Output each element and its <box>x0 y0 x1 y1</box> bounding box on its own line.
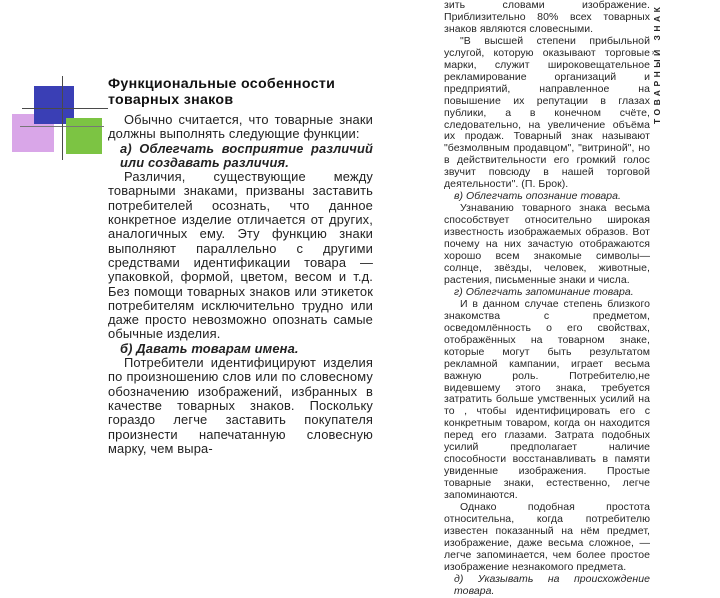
right-subheading: д) Указывать на происхождение товара. <box>454 572 650 597</box>
right-paragraph: И в данном случае степень близкого знакомства с предметом, осведомлённость о его свойствах, отображённых на товарном знаке, которые могут быть результатом рекламной кампании, играет весьма важную роль. Потребителю,не видевшему этого знака, требуется затратить больше умственных усилий на то , чтобы идентифицировать его с конкретным товаром, когда он находится перед его глазами. Затрата подобных усилий предполагает наличие способности восстанавливать в памяти увиденные изображения. Простые товарные знаки, естественно, легче запоминаются. <box>444 297 650 502</box>
right-paragraph: Однако подобная простота относительна, когда потребителю известен показанный на нём предмет, изображение, даже весьма сложное, — легче запоминается, чем более простое изображение незнакомого предмета. <box>444 501 650 573</box>
left-text-column <box>108 76 373 476</box>
decor-vertical-line <box>62 76 63 160</box>
left-subheading: б) Давать товарам имена. <box>120 340 299 356</box>
left-subheading: а) Облегчать восприятие различий или создавать различия. <box>120 140 373 170</box>
right-paragraph: Узнаванию товарного знака весьма способствует относительно широкая известность изображаемых образов. Вот почему на них зачастую отображаются хорошо всем знакомые символы—солнце, звёзды, человек, животные, растения, письменные знаки и числа. <box>444 202 650 286</box>
right-subheading: в) Облегчать опознание товара. <box>454 190 622 203</box>
left-paragraph: Различия, существующие между товарными знаками, призваны заставить потребителей осознать, что данное конкретное изделие отличается от других, аналогичных ему. Эту функцию знаки выполняют параллельно с другими средствами идентификации товара — упаковкой, формой, цветом, весом и т.д. Без помощи товарных знаков или этикеток потребителям исключительно трудно или даже просто невозможно опознать самые обычные изделия. <box>108 169 373 342</box>
running-head: ТОВАРНЫЙ ЗНАК <box>652 3 662 124</box>
page-title: Функциональные особенности товарных знаков <box>108 76 336 108</box>
right-paragraph: "В высшей степени прибыльной услугой, которую оказывают торговые марки, служит широковещательное рекламирование организаций и предприятий, направленное на повышение их репутации в глазах публики, а в конечном счёте, следовательно, на увеличение объёма их продаж. Товарный знак называют "безмолвным продавцом", "витриной", но в действительности его громкий голос звучит повсюду в нашей торговой деятельности". (П. Брок). <box>444 34 650 191</box>
decor-green-square <box>66 118 102 154</box>
decor-horizontal-line <box>22 108 108 109</box>
right-paragraph: зить словами изображение. Приблизительно 80% всех товарных знаков являются словесными. <box>444 0 650 35</box>
left-paragraph: Потребители идентифицируют изделия по произношению слов или по словесному обозначению изображений, избранных в качестве товарных знаков. Поскольку гораздо легче заставить покупателя произнести напечатанную словесную марку, чем выра- <box>108 355 373 456</box>
right-text-column <box>444 0 650 597</box>
right-subheading: г) Облегчать запоминание товара. <box>454 285 634 298</box>
left-paragraph: Обычно считается, что товарные знаки должны выполнять следующие функции: <box>108 112 373 142</box>
